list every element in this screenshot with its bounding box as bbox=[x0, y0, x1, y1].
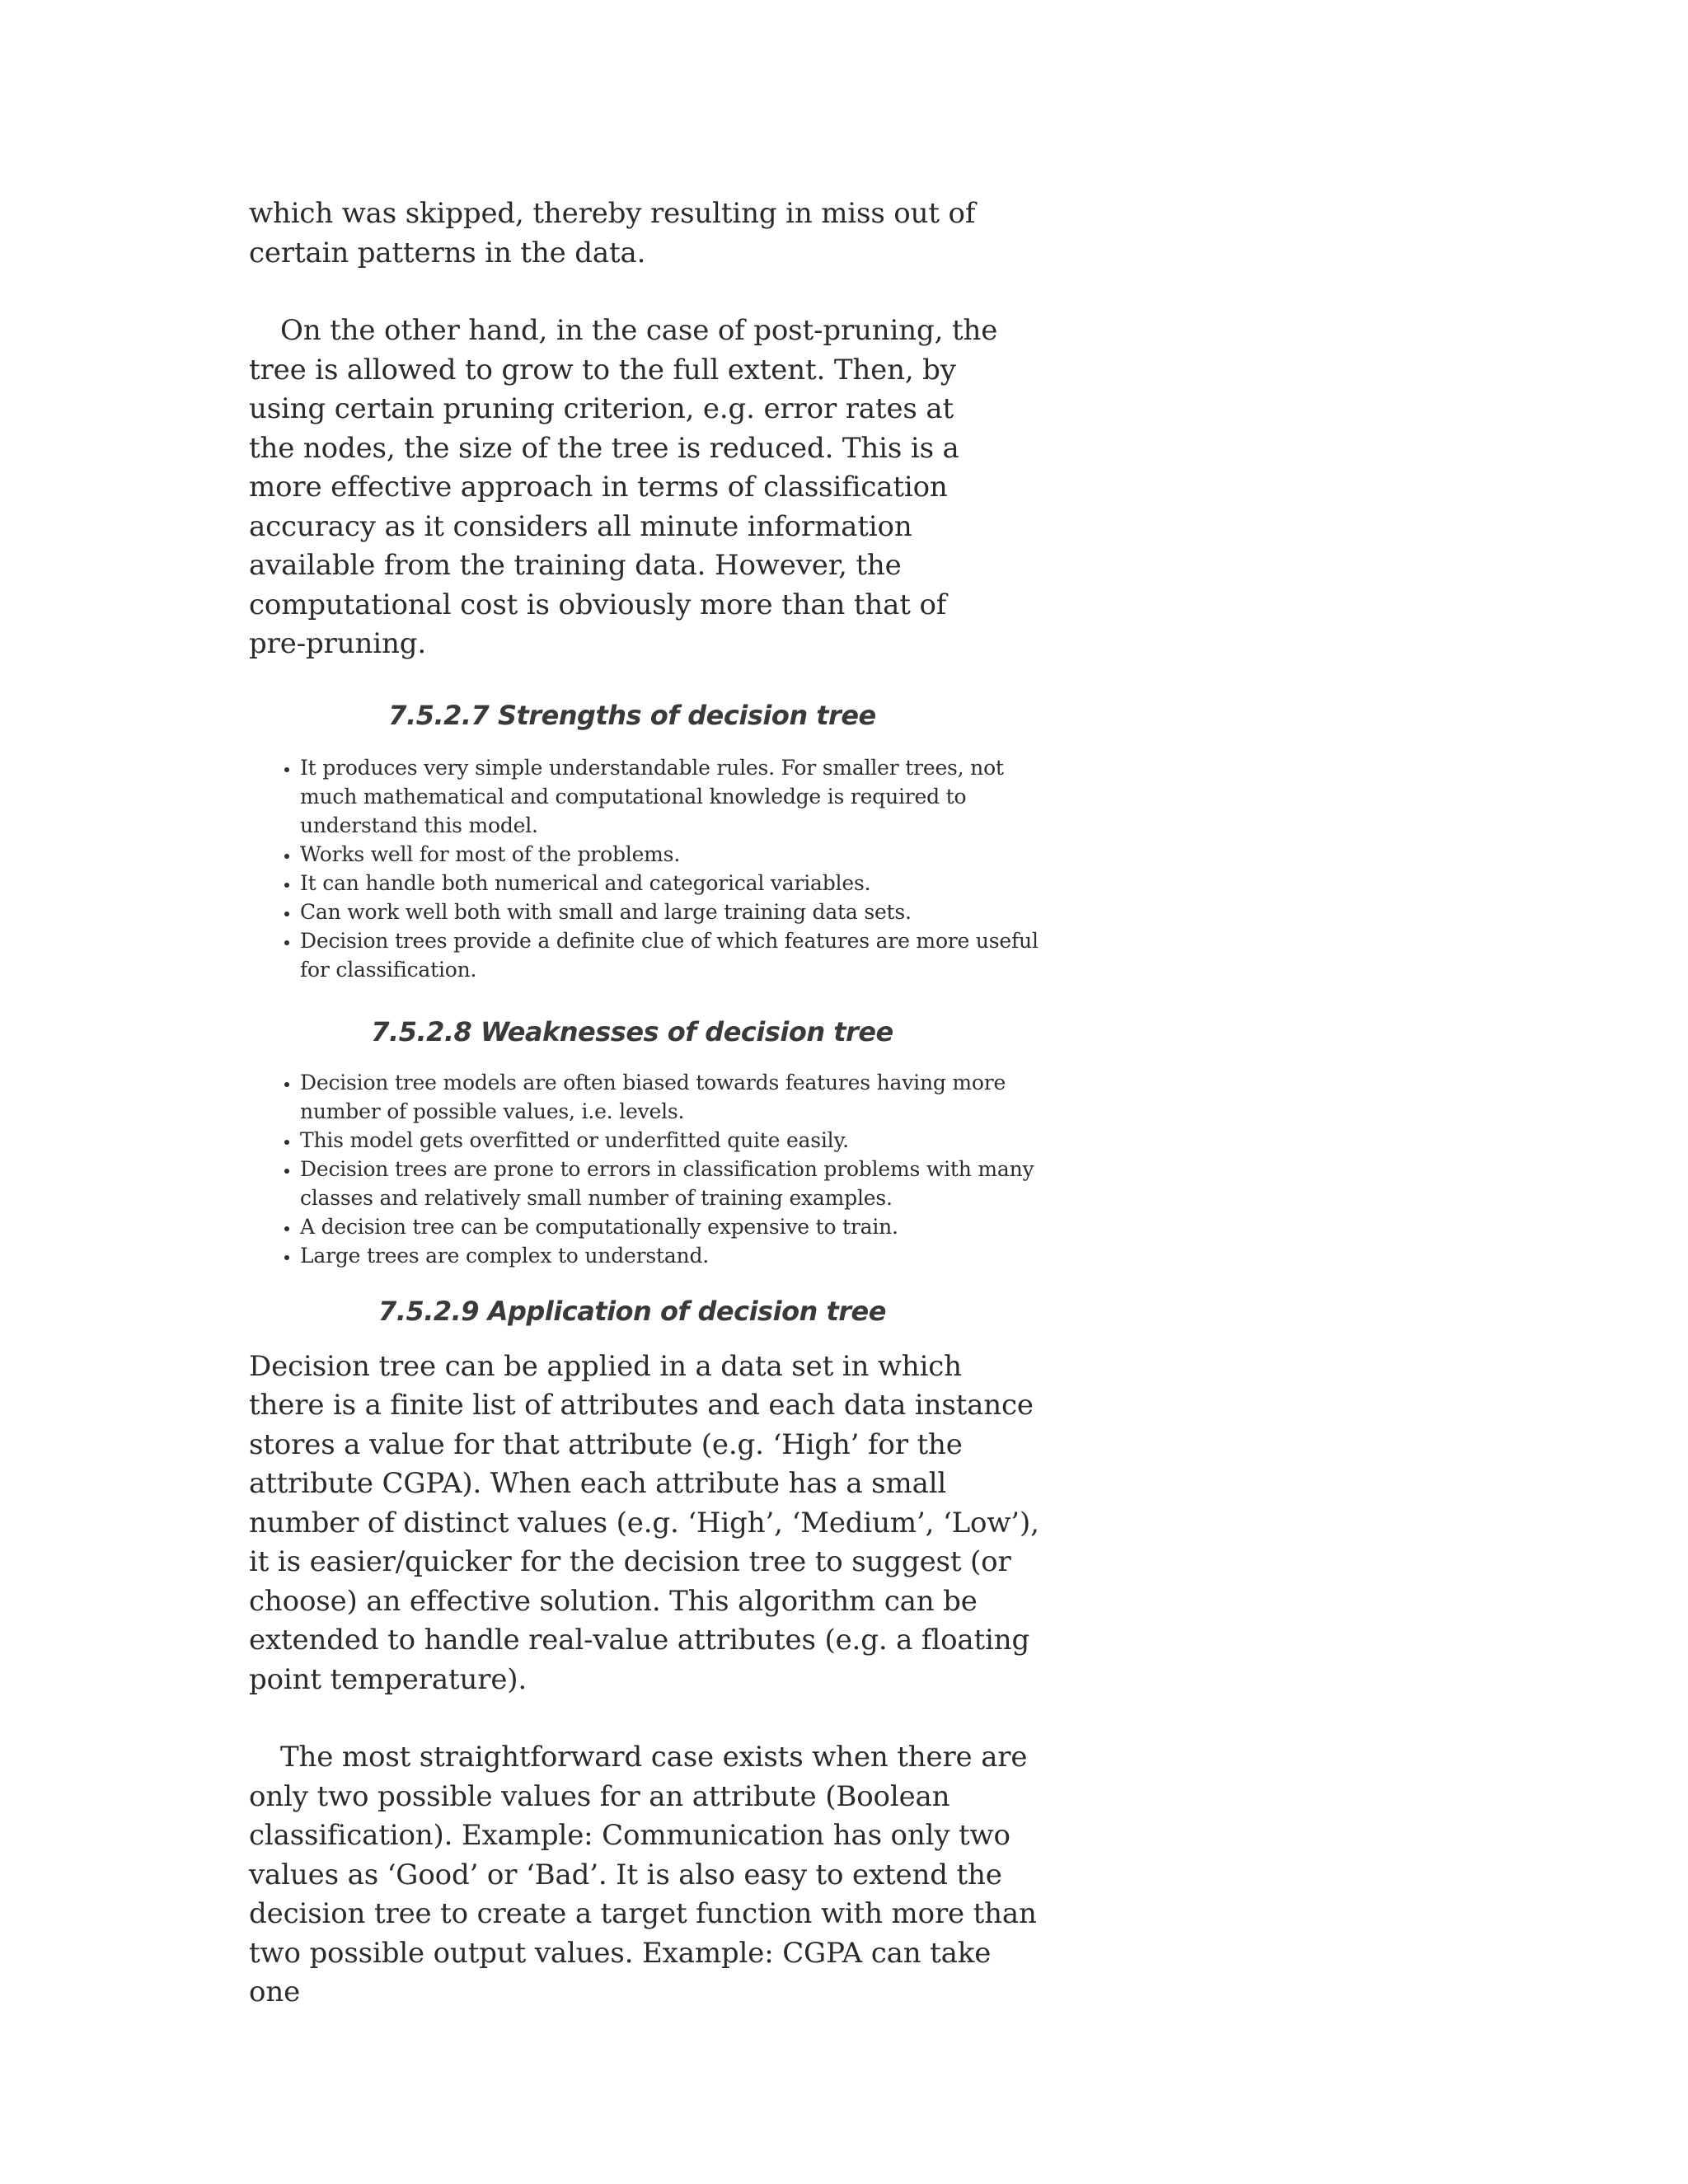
paragraph-continuation: which was skipped, thereby resulting in miss out of certain patterns in the data. bbox=[249, 197, 976, 269]
paragraph-post-pruning: On the other hand, in the case of post-pruning, the tree is allowed to grow to the full extent. Then, by using certain pruning criterion, e.g. error rates at the nodes, the size of the tree is reduced. This is a more effective approach in terms of classification accuracy as it considers all minute information available from the training data. However, the computational cost is obviously more than that of pre-pruning. bbox=[249, 314, 998, 660]
page-content bbox=[249, 194, 1040, 2013]
list-item: • It produces very simple understandable rules. For smaller trees, not much mathematical and computational knowledge is required to understand this model. bbox=[300, 753, 1042, 840]
heading-weaknesses: 7.5.2.8 Weaknesses of decision tree bbox=[371, 1015, 893, 1047]
list-item: • Decision trees are prone to errors in classification problems with many classes and relatively small number of training examples. bbox=[300, 1155, 1042, 1212]
weaknesses-list bbox=[249, 1068, 1042, 1270]
list-item: • Works well for most of the problems. bbox=[300, 840, 1042, 869]
list-item: • Can work well both with small and large training data sets. bbox=[300, 898, 1042, 926]
paragraph-boolean: The most straightforward case exists when there are only two possible values for an attribute (Boolean classification). Example: Communication has only two values as ‘Good’ or ‘Bad’. It is also easy to extend the decision tree to create a target function with more than two possible output values. Example: CGPA can take one bbox=[249, 1741, 1037, 2008]
list-item: • It can handle both numerical and categorical variables. bbox=[300, 869, 1042, 898]
paragraph-application: Decision tree can be applied in a data set in which there is a finite list of attributes and each data instance stores a value for that attribute (e.g. ‘High’ for the attribute CGPA). When each attribute has a small number of distinct values (e.g. ‘High’, ‘Medium’, ‘Low’), it is easier/quicker for the decision tree to suggest (or choose) an effective solution. This algorithm can be extended to handle real-value attributes (e.g. a floating point temperature). bbox=[249, 1349, 1039, 1696]
heading-application: 7.5.2.9 Application of decision tree bbox=[378, 1295, 886, 1327]
list-item: • Decision trees provide a definite clue of which features are more useful for classification. bbox=[300, 926, 1042, 984]
list-item: • A decision tree can be computationally expensive to train. bbox=[300, 1212, 1042, 1241]
list-item: • Decision tree models are often biased towards features having more number of possible values, i.e. levels. bbox=[300, 1068, 1042, 1126]
list-item: • Large trees are complex to understand. bbox=[300, 1241, 1042, 1270]
heading-strengths: 7.5.2.7 Strengths of decision tree bbox=[388, 699, 876, 731]
strengths-list bbox=[249, 753, 1042, 984]
list-item: • This model gets overfitted or underfitted quite easily. bbox=[300, 1126, 1042, 1155]
